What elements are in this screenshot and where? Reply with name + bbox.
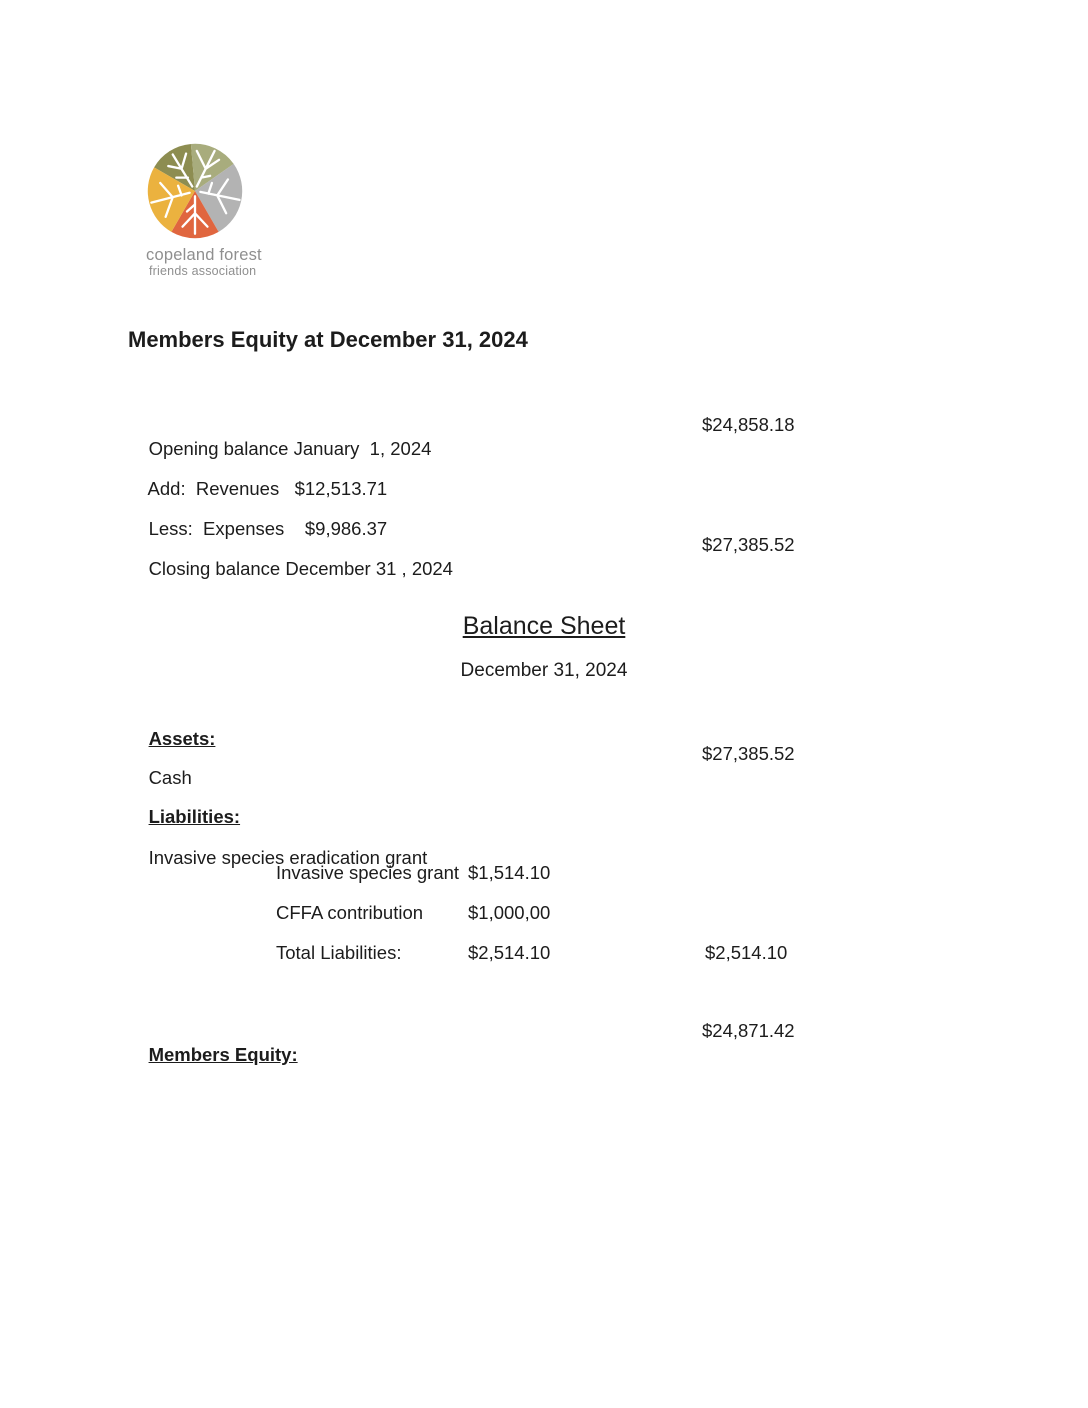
- liability-label: Total Liabilities:: [276, 942, 402, 963]
- liability-value: $1,000,00: [468, 902, 551, 923]
- organization-logo: [146, 142, 286, 278]
- equity-row-revenues: [128, 453, 960, 499]
- logo-name-line2: friends association: [149, 264, 257, 278]
- members-equity-amount: $24,871.42: [702, 1020, 795, 1041]
- logo-text: [146, 247, 286, 278]
- document-title: Members Equity at December 31, 2024: [128, 327, 528, 352]
- members-equity-row: [128, 1019, 960, 1065]
- row-amount: $27,385.52: [702, 743, 795, 764]
- assets-heading-label: Assets:: [148, 728, 216, 749]
- equity-row-expenses: [128, 493, 960, 539]
- balance-sheet-date: December 31, 2024: [460, 660, 628, 681]
- row-label: Invasive species eradication grant: [148, 847, 428, 868]
- liability-row-cffa-contribution: [128, 901, 960, 927]
- liability-value: $1,514.10: [468, 862, 551, 883]
- row-amount: $27,385.52: [702, 534, 795, 555]
- row-label: Cash: [148, 767, 192, 788]
- assets-section-heading: [128, 703, 960, 749]
- row-label: Opening balance January 1, 2024: [148, 438, 432, 459]
- row-label: Add: Revenues $12,513.71: [147, 478, 388, 499]
- liability-row-total: [128, 941, 960, 967]
- logo-name-line1: copeland forest: [146, 246, 262, 264]
- liability-value: $2,514.10: [468, 942, 551, 963]
- forest-circle-icon: [146, 142, 244, 240]
- asset-row-cash: [128, 742, 960, 788]
- liability-row-invasive-species-grant: [128, 861, 960, 887]
- liabilities-section-heading: [128, 781, 960, 827]
- members-equity-label: Members Equity:: [148, 1044, 298, 1065]
- equity-row-closing: [128, 533, 960, 579]
- row-label: Less: Expenses $9,986.37: [148, 518, 388, 539]
- liability-label: CFFA contribution: [276, 902, 424, 923]
- liabilities-heading-label: Liabilities:: [148, 806, 241, 827]
- equity-row-opening: [128, 413, 960, 459]
- liability-total: $2,514.10: [705, 942, 788, 963]
- liabilities-note: [128, 822, 960, 868]
- liability-label: Invasive species grant: [276, 862, 460, 883]
- row-label: Closing balance December 31 , 2024: [148, 558, 453, 579]
- row-amount: $24,858.18: [702, 414, 795, 435]
- balance-sheet-heading: Balance Sheet: [462, 612, 626, 640]
